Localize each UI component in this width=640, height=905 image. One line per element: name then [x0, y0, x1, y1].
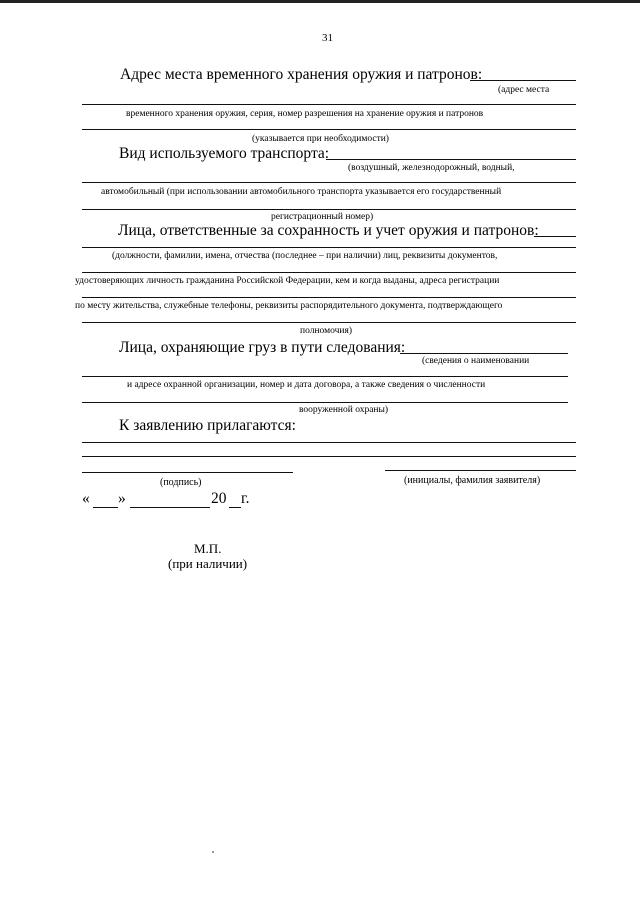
- stamp-note: (при наличии): [168, 556, 248, 571]
- guards-line-2[interactable]: [82, 376, 568, 377]
- scan-speck: [212, 851, 214, 853]
- guards-hint-1: (сведения о наименовании: [422, 356, 530, 366]
- signature-caption: (подпись): [160, 477, 202, 488]
- storage-address-hint-2: временного хранения оружия, серия, номер разрешения на хранение оружия и патронов: [126, 109, 484, 119]
- guards-line-3[interactable]: [82, 402, 568, 403]
- date-year-prefix: 20: [211, 490, 227, 507]
- page-top-edge: [0, 0, 640, 3]
- transport-line-2[interactable]: [82, 182, 576, 183]
- transport-hint-3: регистрационный номер): [271, 212, 374, 222]
- storage-address-label: Адрес места временного хранения оружия и патронов:: [120, 66, 483, 83]
- transport-label: Вид используемого транспорта:: [119, 145, 330, 162]
- date-close-quote: »: [118, 490, 126, 507]
- responsible-label: Лица, ответственные за сохранность и учет оружия и патронов:: [118, 222, 539, 239]
- responsible-hint-4: полномочия): [300, 326, 353, 336]
- date-year-suffix: г.: [241, 490, 250, 507]
- storage-address-line-2[interactable]: [82, 104, 576, 105]
- responsible-line-5[interactable]: [82, 322, 576, 323]
- applicant-name-field[interactable]: [385, 470, 576, 471]
- responsible-field[interactable]: [534, 236, 576, 237]
- date-month-field[interactable]: [130, 507, 210, 508]
- storage-address-hint-3: (указывается при необходимости): [252, 134, 389, 144]
- responsible-line-3[interactable]: [82, 272, 576, 273]
- responsible-hint-1: (должности, фамилии, имена, отчества (последнее – при наличии) лиц, реквизиты документов,: [112, 251, 498, 261]
- guards-field[interactable]: [400, 353, 568, 354]
- responsible-line-2[interactable]: [82, 247, 576, 248]
- storage-address-line-3[interactable]: [82, 129, 576, 130]
- stamp-mp: М.П.: [194, 541, 222, 556]
- responsible-line-4[interactable]: [82, 297, 576, 298]
- date-day-field[interactable]: [93, 507, 118, 508]
- guards-label: Лица, охраняющие груз в пути следования:: [119, 339, 406, 356]
- date-open-quote: «: [82, 490, 90, 507]
- signature-field[interactable]: [82, 472, 293, 473]
- transport-line-3[interactable]: [82, 209, 576, 210]
- applicant-name-caption: (инициалы, фамилия заявителя): [404, 475, 541, 486]
- guards-hint-3: вооруженной охраны): [299, 405, 389, 415]
- responsible-hint-2: удостоверяющих личность гражданина Российской Федерации, кем и когда выданы, адреса регистрации: [75, 276, 500, 286]
- storage-address-hint-1: (адрес места: [498, 85, 550, 95]
- transport-hint-2: автомобильный (при использовании автомобильного транспорта указывается его государственный: [101, 187, 502, 197]
- page-number: 31: [322, 32, 333, 44]
- attachments-label: К заявлению прилагаются:: [119, 417, 296, 434]
- transport-hint-1: (воздушный, железнодорожный, водный,: [348, 163, 515, 173]
- date-year-field[interactable]: [229, 507, 241, 508]
- attachments-line-2[interactable]: [82, 456, 576, 457]
- transport-field[interactable]: [326, 159, 576, 160]
- attachments-line-1[interactable]: [82, 442, 576, 443]
- guards-hint-2: и адресе охранной организации, номер и дата договора, а также сведения о численности: [127, 380, 486, 390]
- responsible-hint-3: по месту жительства, служебные телефоны, реквизиты распорядительного документа, подтверждающего: [75, 301, 503, 311]
- storage-address-field[interactable]: [470, 80, 576, 81]
